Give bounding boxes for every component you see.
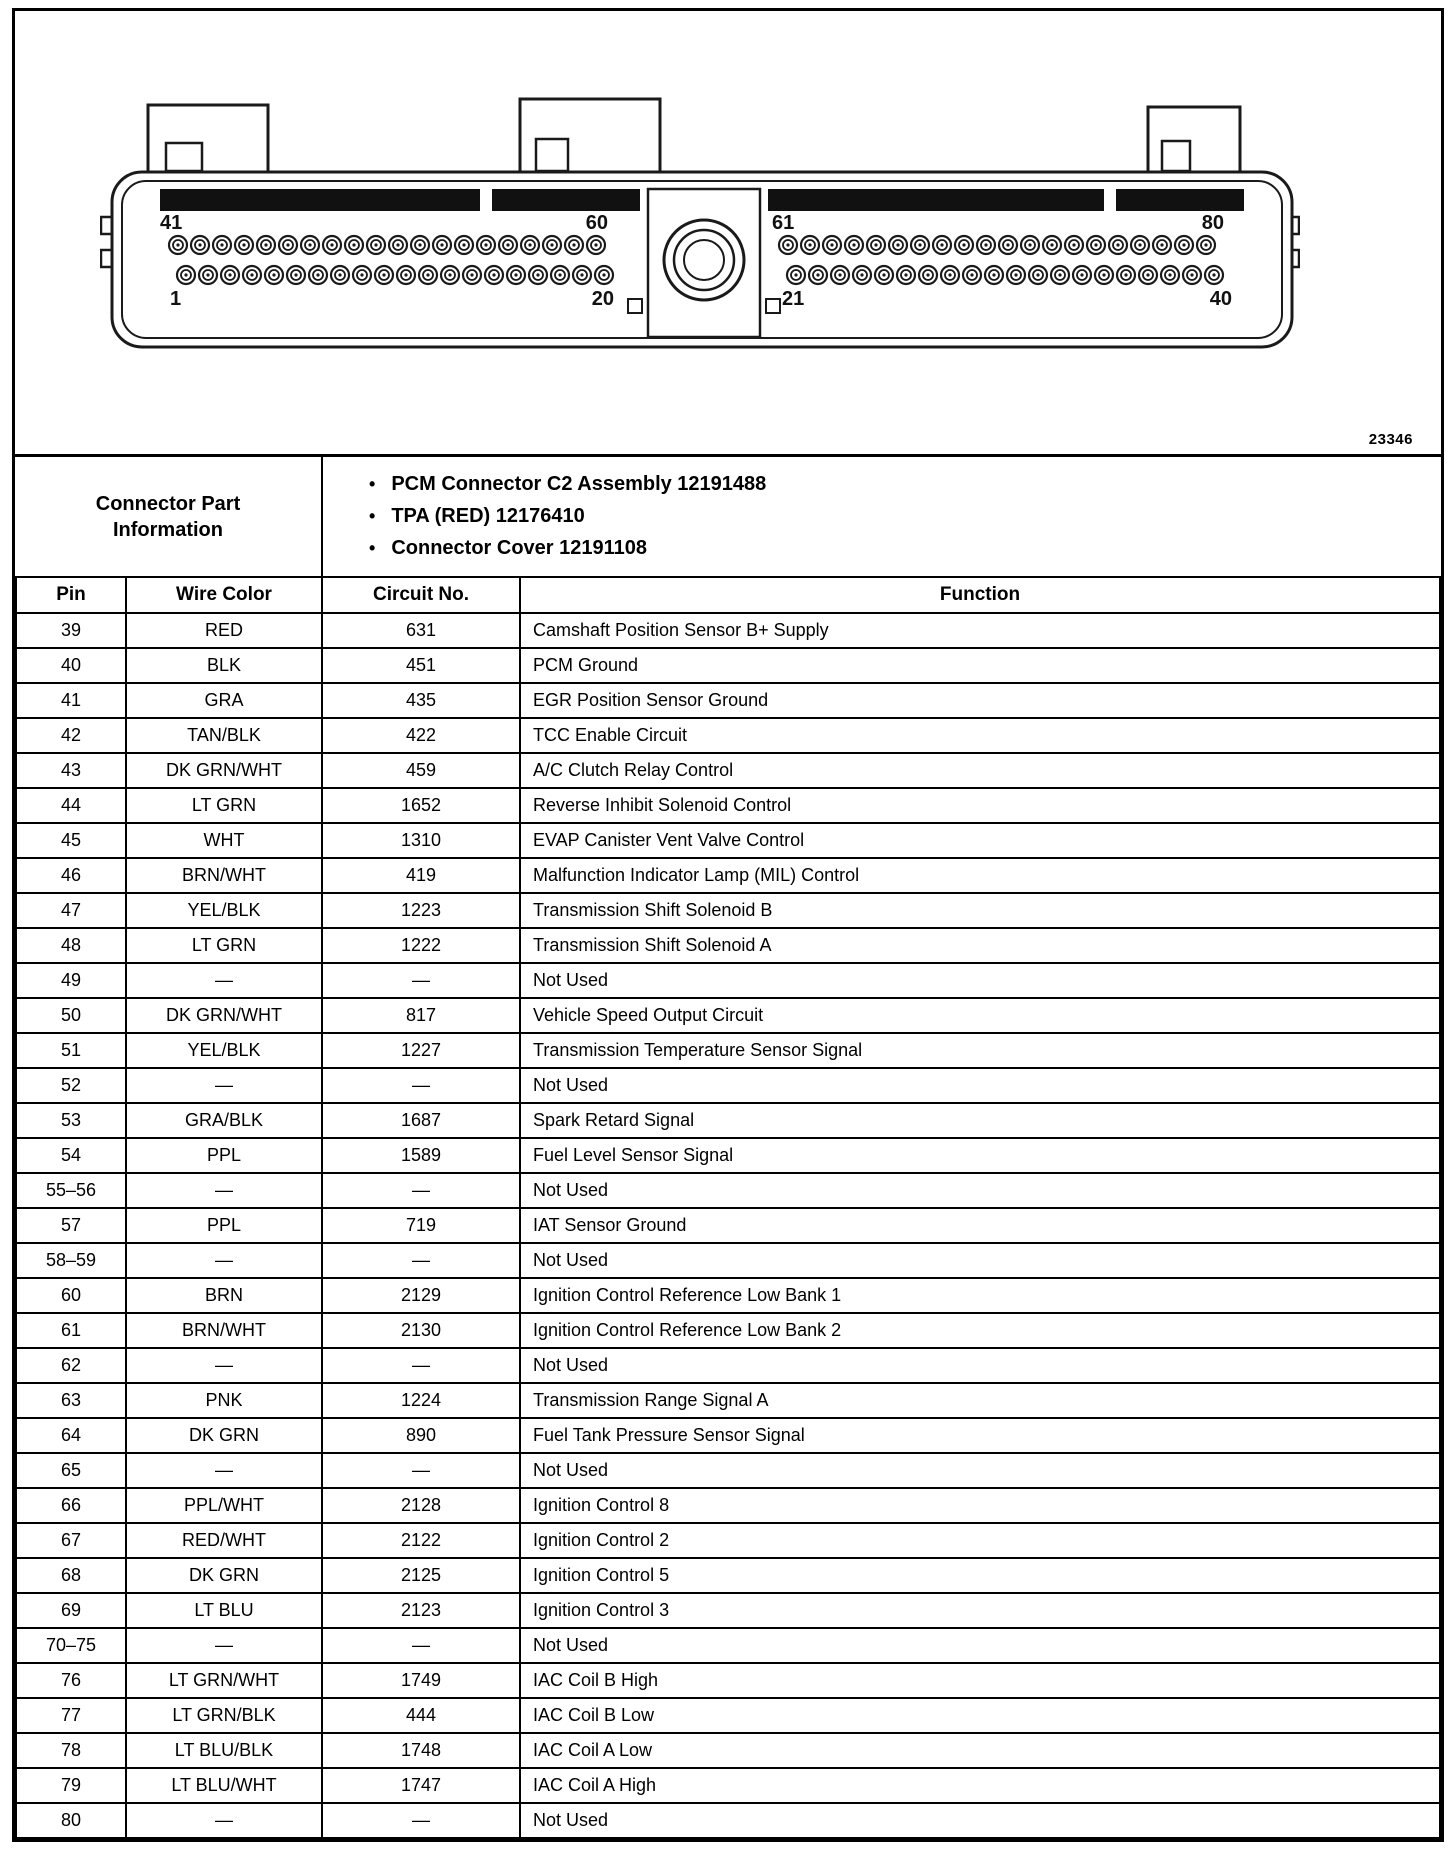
wire-color-cell: — bbox=[126, 1068, 322, 1103]
circuit-no-cell: — bbox=[322, 1348, 520, 1383]
pin-cell: 47 bbox=[16, 893, 126, 928]
wire-color-cell: LT GRN/WHT bbox=[126, 1663, 322, 1698]
circuit-no-cell: 2130 bbox=[322, 1313, 520, 1348]
table-row bbox=[16, 1173, 1440, 1208]
circuit-no-cell: 2123 bbox=[322, 1593, 520, 1628]
circuit-no-cell: 444 bbox=[322, 1698, 520, 1733]
wire-color-cell: PPL bbox=[126, 1138, 322, 1173]
wire-color-cell: YEL/BLK bbox=[126, 893, 322, 928]
table-row bbox=[16, 1453, 1440, 1488]
circuit-no-cell: 2125 bbox=[322, 1558, 520, 1593]
pin-label-80: 80 bbox=[1201, 212, 1224, 234]
circuit-no-cell: 422 bbox=[322, 718, 520, 753]
circuit-no-cell: — bbox=[322, 1803, 520, 1838]
function-cell: IAC Coil B High bbox=[520, 1663, 1440, 1698]
pin-cell: 67 bbox=[16, 1523, 126, 1558]
function-cell: Not Used bbox=[520, 963, 1440, 998]
wire-color-cell: LT GRN bbox=[126, 928, 322, 963]
function-cell: EGR Position Sensor Ground bbox=[520, 683, 1440, 718]
pin-cell: 80 bbox=[16, 1803, 126, 1838]
table-row bbox=[16, 928, 1440, 963]
pin-cell: 41 bbox=[16, 683, 126, 718]
pin-cell: 63 bbox=[16, 1383, 126, 1418]
table-row bbox=[16, 1103, 1440, 1138]
wire-color-cell: — bbox=[126, 1243, 322, 1278]
table-row bbox=[16, 823, 1440, 858]
pin-cell: 68 bbox=[16, 1558, 126, 1593]
pin-cell: 60 bbox=[16, 1278, 126, 1313]
wire-color-cell: PPL/WHT bbox=[126, 1488, 322, 1523]
circuit-no-cell: 631 bbox=[322, 613, 520, 648]
function-cell: Reverse Inhibit Solenoid Control bbox=[520, 788, 1440, 823]
pin-cell: 79 bbox=[16, 1768, 126, 1803]
circuit-no-cell: 1222 bbox=[322, 928, 520, 963]
circuit-no-cell: 1589 bbox=[322, 1138, 520, 1173]
table-row bbox=[16, 1138, 1440, 1173]
wire-color-cell: BRN/WHT bbox=[126, 858, 322, 893]
table-row bbox=[16, 963, 1440, 998]
circuit-no-cell: 1227 bbox=[322, 1033, 520, 1068]
part-list-item bbox=[369, 473, 1441, 496]
wire-color-cell: — bbox=[126, 963, 322, 998]
function-cell: Ignition Control Reference Low Bank 2 bbox=[520, 1313, 1440, 1348]
wire-color-cell: — bbox=[126, 1453, 322, 1488]
pin-cell: 49 bbox=[16, 963, 126, 998]
table-row bbox=[16, 1243, 1440, 1278]
function-cell: Ignition Control Reference Low Bank 1 bbox=[520, 1278, 1440, 1313]
function-cell: Not Used bbox=[520, 1243, 1440, 1278]
function-cell: IAC Coil A Low bbox=[520, 1733, 1440, 1768]
function-cell: Not Used bbox=[520, 1348, 1440, 1383]
function-cell: Ignition Control 5 bbox=[520, 1558, 1440, 1593]
pin-cell: 78 bbox=[16, 1733, 126, 1768]
pin-cell: 70–75 bbox=[16, 1628, 126, 1663]
circuit-no-cell: — bbox=[322, 1068, 520, 1103]
function-cell: A/C Clutch Relay Control bbox=[520, 753, 1440, 788]
function-cell: TCC Enable Circuit bbox=[520, 718, 1440, 753]
pin-cell: 51 bbox=[16, 1033, 126, 1068]
connector-part-info-title-cell bbox=[15, 457, 323, 576]
circuit-no-cell: — bbox=[322, 1243, 520, 1278]
pin-cell: 45 bbox=[16, 823, 126, 858]
circuit-no-cell: 459 bbox=[322, 753, 520, 788]
pin-label-60: 60 bbox=[585, 212, 608, 234]
part-list-item-text: Connector Cover 12191108 bbox=[391, 537, 647, 559]
pin-cell: 50 bbox=[16, 998, 126, 1033]
function-cell: Not Used bbox=[520, 1173, 1440, 1208]
circuit-no-cell: — bbox=[322, 1628, 520, 1663]
function-cell: Fuel Level Sensor Signal bbox=[520, 1138, 1440, 1173]
table-row bbox=[16, 1033, 1440, 1068]
function-cell: Malfunction Indicator Lamp (MIL) Control bbox=[520, 858, 1440, 893]
function-cell: Fuel Tank Pressure Sensor Signal bbox=[520, 1418, 1440, 1453]
pin-cell: 40 bbox=[16, 648, 126, 683]
pin-cell: 69 bbox=[16, 1593, 126, 1628]
circuit-no-cell: 1224 bbox=[322, 1383, 520, 1418]
function-cell: PCM Ground bbox=[520, 648, 1440, 683]
pin-cell: 58–59 bbox=[16, 1243, 126, 1278]
table-row bbox=[16, 1488, 1440, 1523]
page-frame bbox=[12, 8, 1444, 1842]
circuit-no-cell: 1747 bbox=[322, 1768, 520, 1803]
wire-color-cell: WHT bbox=[126, 823, 322, 858]
wire-color-cell: DK GRN/WHT bbox=[126, 753, 322, 788]
pin-cell: 57 bbox=[16, 1208, 126, 1243]
wire-color-cell: LT GRN bbox=[126, 788, 322, 823]
pin-cell: 52 bbox=[16, 1068, 126, 1103]
wire-color-cell: PNK bbox=[126, 1383, 322, 1418]
pin-cell: 62 bbox=[16, 1348, 126, 1383]
table-row bbox=[16, 1418, 1440, 1453]
function-cell: Camshaft Position Sensor B+ Supply bbox=[520, 613, 1440, 648]
center-boss bbox=[628, 189, 780, 337]
function-cell: IAC Coil B Low bbox=[520, 1698, 1440, 1733]
table-row bbox=[16, 1593, 1440, 1628]
pin-column-header: Pin bbox=[16, 577, 126, 613]
table-row bbox=[16, 683, 1440, 718]
table-row bbox=[16, 893, 1440, 928]
pin-cell: 48 bbox=[16, 928, 126, 963]
table-row bbox=[16, 1523, 1440, 1558]
wire-color-cell: DK GRN bbox=[126, 1558, 322, 1593]
table-row bbox=[16, 1733, 1440, 1768]
table-row bbox=[16, 1768, 1440, 1803]
table-row bbox=[16, 1278, 1440, 1313]
table-row bbox=[16, 1208, 1440, 1243]
circuit-no-cell: — bbox=[322, 1173, 520, 1208]
wire-color-cell: LT BLU/WHT bbox=[126, 1768, 322, 1803]
table-row bbox=[16, 788, 1440, 823]
pinout-table-body bbox=[16, 613, 1440, 1838]
pin-label-20: 20 bbox=[591, 288, 614, 310]
circuit-no-cell: 2129 bbox=[322, 1278, 520, 1313]
table-header-row bbox=[16, 577, 1440, 613]
table-row bbox=[16, 998, 1440, 1033]
function-cell: Vehicle Speed Output Circuit bbox=[520, 998, 1440, 1033]
mounting-tabs bbox=[148, 99, 1240, 175]
table-row bbox=[16, 1698, 1440, 1733]
wire-color-cell: PPL bbox=[126, 1208, 322, 1243]
pin-label-21: 21 bbox=[782, 288, 805, 310]
wire-color-cell: RED bbox=[126, 613, 322, 648]
wire-color-cell: BRN/WHT bbox=[126, 1313, 322, 1348]
circuit-no-cell: 1652 bbox=[322, 788, 520, 823]
wire-color-cell: — bbox=[126, 1628, 322, 1663]
wire-color-cell: DK GRN bbox=[126, 1418, 322, 1453]
wire-color-cell: BLK bbox=[126, 648, 322, 683]
table-row bbox=[16, 1313, 1440, 1348]
pin-cell: 77 bbox=[16, 1698, 126, 1733]
circuit-no-cell: 2122 bbox=[322, 1523, 520, 1558]
function-cell: Transmission Temperature Sensor Signal bbox=[520, 1033, 1440, 1068]
function-cell: Ignition Control 2 bbox=[520, 1523, 1440, 1558]
function-cell: Transmission Shift Solenoid A bbox=[520, 928, 1440, 963]
pin-cell: 46 bbox=[16, 858, 126, 893]
pin-label-1: 1 bbox=[170, 288, 182, 310]
pin-cell: 44 bbox=[16, 788, 126, 823]
circuit-no-cell: 1223 bbox=[322, 893, 520, 928]
circuit-no-cell: 2128 bbox=[322, 1488, 520, 1523]
table-row bbox=[16, 753, 1440, 788]
table-row bbox=[16, 613, 1440, 648]
wire-color-cell: — bbox=[126, 1173, 322, 1208]
pin-cell: 61 bbox=[16, 1313, 126, 1348]
function-cell: Transmission Range Signal A bbox=[520, 1383, 1440, 1418]
wire-color-cell: GRA bbox=[126, 683, 322, 718]
table-row bbox=[16, 1803, 1440, 1838]
table-row bbox=[16, 858, 1440, 893]
table-row bbox=[16, 648, 1440, 683]
connector-part-list bbox=[323, 457, 1441, 576]
wire-color-cell: — bbox=[126, 1803, 322, 1838]
wire-color-cell: GRA/BLK bbox=[126, 1103, 322, 1138]
connector-diagram-section bbox=[15, 11, 1441, 457]
circuit-no-cell: 451 bbox=[322, 648, 520, 683]
table-row bbox=[16, 1628, 1440, 1663]
function-cell: Not Used bbox=[520, 1068, 1440, 1103]
circuit-no-cell: 1310 bbox=[322, 823, 520, 858]
part-list-item-text: PCM Connector C2 Assembly 12191488 bbox=[391, 473, 767, 495]
pin-cell: 66 bbox=[16, 1488, 126, 1523]
circuit-no-column-header: Circuit No. bbox=[322, 577, 520, 613]
connector-part-info-title: Connector Part Information bbox=[95, 492, 241, 541]
wire-color-cell: DK GRN/WHT bbox=[126, 998, 322, 1033]
part-list-item bbox=[369, 537, 1441, 560]
pin-label-41: 41 bbox=[160, 212, 183, 234]
function-cell: IAC Coil A High bbox=[520, 1768, 1440, 1803]
connector-part-info-row bbox=[15, 457, 1441, 576]
pin-cell: 76 bbox=[16, 1663, 126, 1698]
pin-cell: 42 bbox=[16, 718, 126, 753]
pin-label-40: 40 bbox=[1209, 288, 1232, 310]
pin-cell: 54 bbox=[16, 1138, 126, 1173]
wire-color-cell: LT GRN/BLK bbox=[126, 1698, 322, 1733]
circuit-no-cell: 1749 bbox=[322, 1663, 520, 1698]
table-row bbox=[16, 1348, 1440, 1383]
table-row bbox=[16, 1663, 1440, 1698]
pin-cell: 43 bbox=[16, 753, 126, 788]
function-cell: Ignition Control 3 bbox=[520, 1593, 1440, 1628]
wire-color-cell: RED/WHT bbox=[126, 1523, 322, 1558]
circuit-no-cell: 419 bbox=[322, 858, 520, 893]
pcm-connector-diagram bbox=[100, 77, 1300, 377]
function-cell: Not Used bbox=[520, 1803, 1440, 1838]
wire-color-cell: — bbox=[126, 1348, 322, 1383]
table-row bbox=[16, 1068, 1440, 1103]
pinout-table bbox=[15, 576, 1441, 1839]
pin-cell: 39 bbox=[16, 613, 126, 648]
wire-color-cell: LT BLU bbox=[126, 1593, 322, 1628]
pin-cell: 55–56 bbox=[16, 1173, 126, 1208]
circuit-no-cell: 1687 bbox=[322, 1103, 520, 1138]
circuit-no-cell: 435 bbox=[322, 683, 520, 718]
wire-color-cell: YEL/BLK bbox=[126, 1033, 322, 1068]
function-cell: Ignition Control 8 bbox=[520, 1488, 1440, 1523]
wire-color-cell: TAN/BLK bbox=[126, 718, 322, 753]
wire-color-cell: BRN bbox=[126, 1278, 322, 1313]
table-row bbox=[16, 718, 1440, 753]
pin-label-61: 61 bbox=[772, 212, 795, 234]
function-cell: IAT Sensor Ground bbox=[520, 1208, 1440, 1243]
function-cell: Transmission Shift Solenoid B bbox=[520, 893, 1440, 928]
pin-cell: 64 bbox=[16, 1418, 126, 1453]
function-cell: Not Used bbox=[520, 1453, 1440, 1488]
function-cell: Not Used bbox=[520, 1628, 1440, 1663]
pin-cell: 65 bbox=[16, 1453, 126, 1488]
table-row bbox=[16, 1558, 1440, 1593]
circuit-no-cell: 817 bbox=[322, 998, 520, 1033]
part-list-item-text: TPA (RED) 12176410 bbox=[391, 505, 585, 527]
table-row bbox=[16, 1383, 1440, 1418]
pin-cell: 53 bbox=[16, 1103, 126, 1138]
wire-color-cell: LT BLU/BLK bbox=[126, 1733, 322, 1768]
circuit-no-cell: 890 bbox=[322, 1418, 520, 1453]
function-cell: Spark Retard Signal bbox=[520, 1103, 1440, 1138]
part-list-item bbox=[369, 505, 1441, 528]
circuit-no-cell: 1748 bbox=[322, 1733, 520, 1768]
bullet-icon: • bbox=[369, 538, 376, 558]
figure-number: 23346 bbox=[1368, 431, 1413, 448]
circuit-no-cell: 719 bbox=[322, 1208, 520, 1243]
circuit-no-cell: — bbox=[322, 1453, 520, 1488]
function-column-header: Function bbox=[520, 577, 1440, 613]
function-cell: EVAP Canister Vent Valve Control bbox=[520, 823, 1440, 858]
circuit-no-cell: — bbox=[322, 963, 520, 998]
bullet-icon: • bbox=[369, 474, 376, 494]
bullet-icon: • bbox=[369, 506, 376, 526]
wire-color-column-header: Wire Color bbox=[126, 577, 322, 613]
